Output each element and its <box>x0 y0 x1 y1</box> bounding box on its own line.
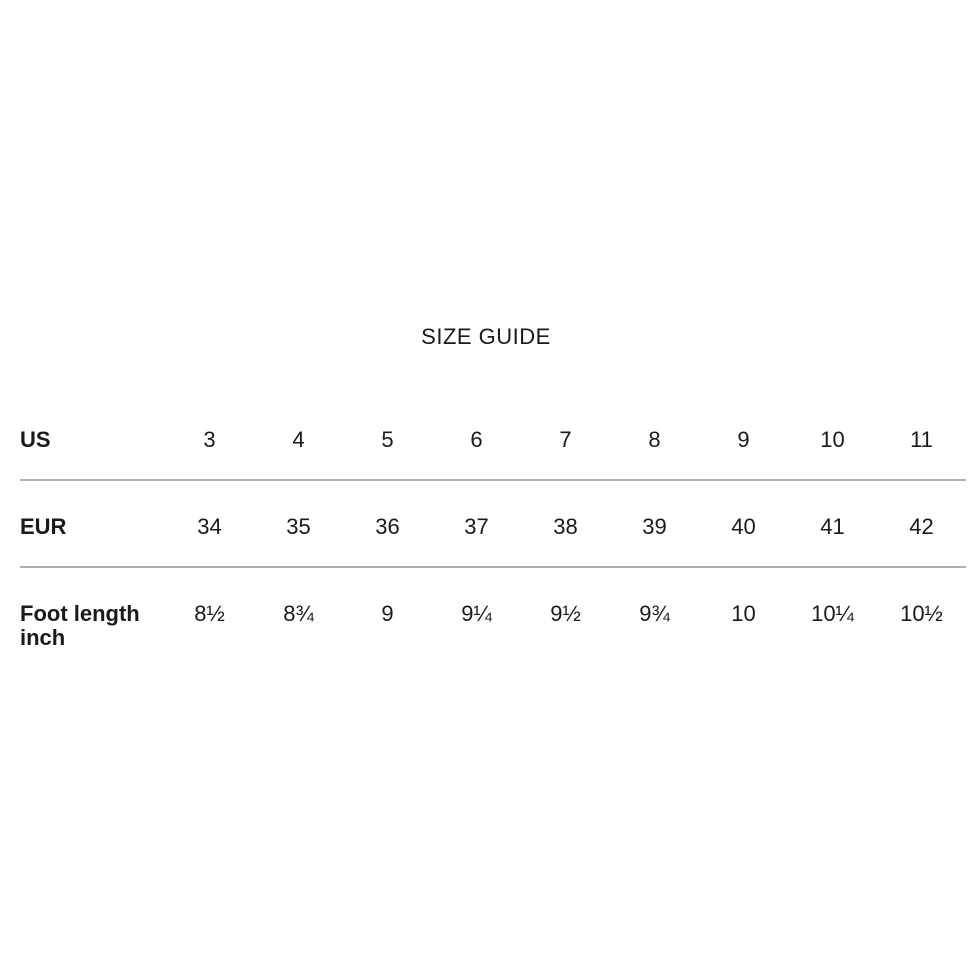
foot-length-cell: 10 <box>731 601 756 626</box>
us-size-cell: 4 <box>254 394 343 480</box>
us-size-cell: 7 <box>521 394 610 480</box>
eur-size-cell: 40 <box>699 480 788 567</box>
foot-length-cell: 10¼ <box>811 601 854 626</box>
us-size-cell: 8 <box>610 394 699 480</box>
foot-length-cell: 9½ <box>550 601 581 626</box>
size-guide-table <box>20 394 966 677</box>
eur-size-cell: 39 <box>610 480 699 567</box>
foot-length-cell: 8½ <box>194 601 225 626</box>
foot-length-cell: 9 <box>381 601 394 626</box>
us-size-cell: 9 <box>699 394 788 480</box>
eur-size-cell: 36 <box>343 480 432 567</box>
eur-size-cell: 38 <box>521 480 610 567</box>
eur-size-cell: 35 <box>254 480 343 567</box>
foot-length-cell: 10½ <box>900 601 943 626</box>
foot-length-cell: 8¾ <box>283 601 314 626</box>
eur-size-cell: 41 <box>788 480 877 567</box>
us-size-cell: 10 <box>788 394 877 480</box>
us-size-cell: 3 <box>165 394 254 480</box>
us-size-cell: 11 <box>877 394 966 480</box>
foot-length-cell: 9¾ <box>639 601 670 626</box>
eur-size-cell: 37 <box>432 480 521 567</box>
eur-size-cell: 34 <box>165 480 254 567</box>
row-label-eur: EUR <box>20 480 165 567</box>
us-size-cell: 6 <box>432 394 521 480</box>
page-title: SIZE GUIDE <box>421 324 551 349</box>
table-row-foot-length <box>20 567 966 677</box>
row-label-foot-length: Foot length inch <box>20 601 140 650</box>
table-row-eur <box>20 480 966 567</box>
eur-size-cell: 42 <box>877 480 966 567</box>
row-label-us: US <box>20 394 165 480</box>
foot-length-cell: 9¼ <box>461 601 492 626</box>
us-size-cell: 5 <box>343 394 432 480</box>
table-row-us <box>20 394 966 480</box>
